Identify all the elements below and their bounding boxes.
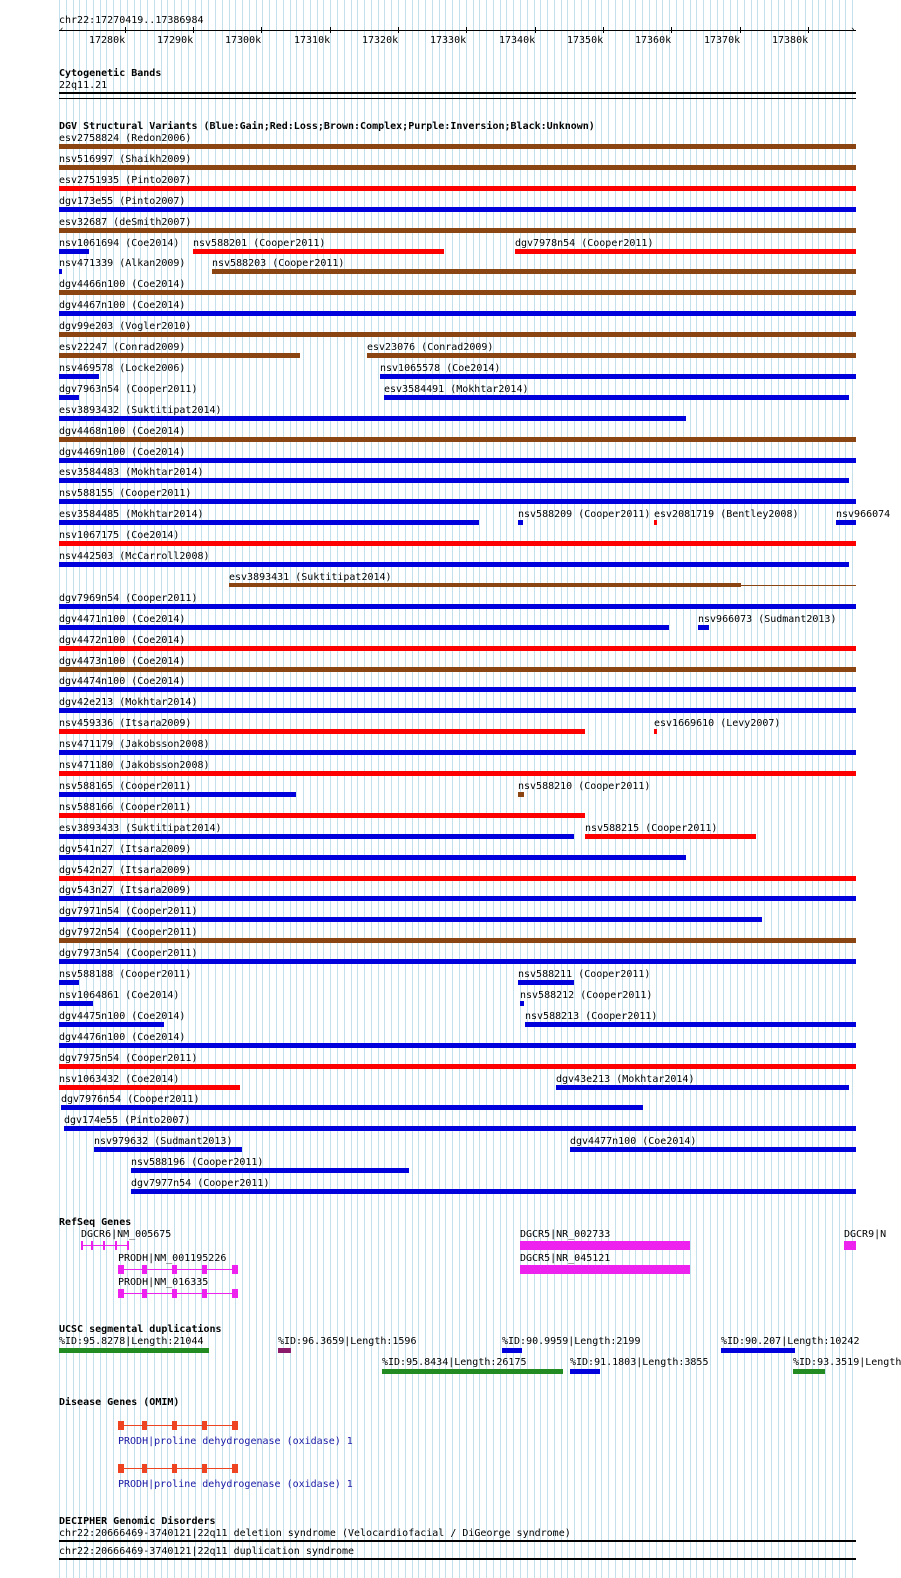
grid-line [493, 0, 494, 1578]
dgv-variant-bar[interactable] [59, 416, 686, 421]
dgv-variant-label[interactable]: nsv469578 (Locke2006) [59, 363, 186, 374]
dgv-variant-label[interactable]: esv3584483 (Mokhtar2014) [59, 467, 204, 478]
dgv-variant-bar[interactable] [59, 917, 762, 922]
refseq-exon[interactable] [142, 1289, 147, 1298]
refseq-exon[interactable] [115, 1241, 117, 1250]
grid-line [439, 0, 440, 1578]
dgv-variant-bar[interactable] [570, 1147, 856, 1152]
dgv-variant-bar[interactable] [59, 792, 296, 797]
dgv-variant-label[interactable]: dgv173e55 (Pinto2007) [59, 196, 186, 207]
dgv-variant-bar[interactable] [59, 144, 856, 149]
grid-line [215, 0, 216, 1578]
dgv-variant-label[interactable]: dgv7975n54 (Cooper2011) [59, 1053, 198, 1064]
ruler-tick-label: 17300k [225, 35, 262, 46]
ruler-tick [603, 27, 604, 33]
dgv-variant-bar[interactable] [212, 269, 856, 274]
dgv-variant-label[interactable]: nsv588155 (Cooper2011) [59, 488, 192, 499]
dgv-variant-bar[interactable] [59, 395, 79, 400]
dgv-variant-label[interactable]: dgv7978n54 (Cooper2011) [515, 238, 654, 249]
dgv-track-title[interactable]: DGV Structural Variants (Blue:Gain;Red:Loss;Brown:Complex;Purple:Inversion;Black:Unknown) [59, 121, 595, 132]
decipher-bar[interactable] [59, 1540, 856, 1542]
segdup-bar[interactable] [278, 1348, 291, 1353]
grid-line [669, 0, 670, 1578]
refseq-gene-label[interactable]: DGCR6|NM_005675 [81, 1229, 172, 1240]
cytoband-divider [59, 98, 856, 99]
grid-line [500, 0, 501, 1578]
dgv-variant-bar[interactable] [59, 1064, 856, 1069]
dgv-variant-label[interactable]: nsv966074 [836, 509, 891, 520]
segdup-bar[interactable] [59, 1348, 209, 1353]
dgv-variant-bar[interactable] [556, 1085, 849, 1090]
dgv-variant-label[interactable]: esv3893432 (Suktitipat2014) [59, 405, 222, 416]
dgv-variant-label[interactable]: dgv7963n54 (Cooper2011) [59, 384, 198, 395]
grid-line [656, 0, 657, 1578]
omim-exon[interactable] [202, 1464, 207, 1473]
dgv-variant-label[interactable]: dgv4472n100 (Coe2014) [59, 635, 186, 646]
dgv-variant-bar[interactable] [518, 520, 523, 525]
grid-line [466, 0, 467, 1578]
ruler-tick-label: 17280k [89, 35, 126, 46]
omim-exon[interactable] [172, 1421, 177, 1430]
omim-exon[interactable] [232, 1464, 238, 1473]
dgv-variant-bar[interactable] [229, 583, 741, 587]
refseq-gene-label[interactable]: PRODH|NM_001195226 [118, 1253, 227, 1264]
dgv-variant-label[interactable]: dgv4469n100 (Coe2014) [59, 447, 186, 458]
dgv-variant-label[interactable]: nsv588188 (Cooper2011) [59, 969, 192, 980]
dgv-variant-bar[interactable] [515, 249, 856, 254]
dgv-variant-bar[interactable] [59, 855, 686, 860]
grid-line [432, 0, 433, 1578]
dgv-variant-label[interactable]: dgv541n27 (Itsara2009) [59, 844, 192, 855]
refseq-gene-label[interactable]: DGCR5|NR_002733 [520, 1229, 611, 1240]
decipher-bar[interactable] [59, 1558, 856, 1560]
refseq-exon[interactable] [202, 1265, 207, 1274]
dgv-variant-label[interactable]: nsv588165 (Cooper2011) [59, 781, 192, 792]
cytoband-label: 22q11.21 [59, 80, 108, 91]
dgv-variant-bar[interactable] [380, 374, 856, 379]
ruler-tick [671, 27, 672, 33]
dgv-variant-bar[interactable] [59, 959, 856, 964]
refseq-track-title[interactable]: RefSeq Genes [59, 1217, 132, 1228]
grid-line [445, 0, 446, 1578]
dgv-variant-bar[interactable] [59, 353, 300, 358]
dgv-variant-bar[interactable] [59, 1001, 93, 1006]
refseq-exon[interactable] [670, 1241, 690, 1250]
dgv-variant-label[interactable]: dgv4473n100 (Coe2014) [59, 656, 186, 667]
dgv-variant-label[interactable]: esv3893433 (Suktitipat2014) [59, 823, 222, 834]
grid-line [459, 0, 460, 1578]
ruler-tick [466, 27, 467, 33]
refseq-exon[interactable] [103, 1241, 105, 1250]
dgv-variant-bar[interactable] [59, 1022, 164, 1027]
refseq-exon[interactable] [644, 1265, 649, 1274]
dgv-variant-label[interactable]: esv2758824 (Redon2006) [59, 133, 192, 144]
cytoband-bar[interactable] [59, 92, 856, 94]
grid-line [710, 0, 711, 1578]
grid-line [269, 0, 270, 1578]
dgv-variant-label[interactable]: nsv588210 (Cooper2011) [518, 781, 651, 792]
dgv-variant-label[interactable]: esv23076 (Conrad2009) [367, 342, 494, 353]
dgv-variant-label[interactable]: esv1669610 (Levy2007) [654, 718, 781, 729]
dgv-variant-bar[interactable] [59, 750, 856, 755]
segdup-label[interactable]: %ID:90.207|Length:10242 [721, 1336, 860, 1347]
dgv-variant-bar[interactable] [585, 834, 756, 839]
grid-line [486, 0, 487, 1578]
ruler-tick-label: 17290k [157, 35, 194, 46]
grid-line [662, 0, 663, 1578]
dgv-variant-label[interactable]: dgv4466n100 (Coe2014) [59, 279, 186, 290]
dgv-variant-bar[interactable] [59, 207, 856, 212]
dgv-variant-bar[interactable] [59, 332, 856, 337]
omim-exon[interactable] [118, 1464, 124, 1473]
omim-gene-line[interactable] [118, 1425, 238, 1426]
grid-line [696, 0, 697, 1578]
refseq-exon[interactable] [670, 1265, 690, 1274]
dgv-variant-label[interactable]: esv2081719 (Bentley2008) [654, 509, 799, 520]
dgv-variant-label[interactable]: nsv588212 (Cooper2011) [520, 990, 653, 1001]
dgv-variant-bar[interactable] [64, 1126, 856, 1131]
refseq-exon[interactable] [142, 1265, 147, 1274]
omim-gene-line[interactable] [118, 1468, 238, 1469]
dgv-variant-bar[interactable] [193, 249, 444, 254]
dgv-variant-label[interactable]: nsv1064861 (Coe2014) [59, 990, 180, 1001]
dgv-variant-bar[interactable] [59, 374, 99, 379]
omim-exon[interactable] [172, 1464, 177, 1473]
dgv-variant-bar[interactable] [59, 667, 856, 672]
ruler-position-label: chr22:17270419..17386984 [59, 15, 204, 26]
omim-gene-label[interactable]: PRODH|proline dehydrogenase (oxidase) 1 [118, 1436, 353, 1447]
dgv-variant-bar[interactable] [59, 228, 856, 233]
dgv-variant-label[interactable]: dgv4477n100 (Coe2014) [570, 1136, 697, 1147]
dgv-variant-label[interactable]: dgv7972n54 (Cooper2011) [59, 927, 198, 938]
dgv-variant-label[interactable]: nsv588196 (Cooper2011) [131, 1157, 264, 1168]
dgv-variant-bar[interactable] [59, 980, 79, 985]
dgv-variant-label[interactable]: dgv7976n54 (Cooper2011) [61, 1094, 200, 1105]
dgv-variant-label[interactable]: dgv4467n100 (Coe2014) [59, 300, 186, 311]
grid-line [229, 0, 230, 1578]
ruler-tick-label: 17360k [635, 35, 672, 46]
dgv-variant-bar[interactable] [384, 395, 849, 400]
refseq-exon[interactable] [118, 1265, 124, 1274]
grid-line [208, 0, 209, 1578]
segdup-label[interactable]: %ID:93.3519|Length [793, 1357, 901, 1368]
ruler-tick-label: 17350k [567, 35, 604, 46]
dgv-variant-label[interactable]: dgv4471n100 (Coe2014) [59, 614, 186, 625]
omim-exon[interactable] [142, 1421, 147, 1430]
refseq-exon[interactable] [232, 1265, 238, 1274]
dgv-variant-label[interactable]: nsv516997 (Shaikh2009) [59, 154, 192, 165]
omim-exon[interactable] [202, 1421, 207, 1430]
dgv-variant-label[interactable]: nsv1061694 (Coe2014) [59, 238, 180, 249]
dgv-variant-label[interactable]: nsv442503 (McCarroll2008) [59, 551, 210, 562]
refseq-gene-label[interactable]: PRODH|NM_016335 [118, 1277, 209, 1288]
dgv-variant-label[interactable]: esv3893431 (Suktitipat2014) [229, 572, 392, 583]
refseq-gene-line[interactable] [81, 1245, 129, 1246]
dgv-variant-bar[interactable] [59, 1043, 856, 1048]
omim-exon[interactable] [142, 1464, 147, 1473]
dgv-variant-bar[interactable] [59, 562, 849, 567]
dgv-variant-bar[interactable] [518, 980, 574, 985]
cytoband-track-title[interactable]: Cytogenetic Bands [59, 68, 162, 79]
omim-track-title[interactable]: Disease Genes (OMIM) [59, 1397, 180, 1408]
segdup-label[interactable]: %ID:96.3659|Length:1596 [278, 1336, 417, 1347]
dgv-variant-bar[interactable] [59, 938, 856, 943]
dgv-variant-label[interactable]: dgv43e213 (Mokhtar2014) [556, 1074, 695, 1085]
dgv-variant-bar[interactable] [59, 311, 856, 316]
dgv-variant-bar[interactable] [520, 1001, 524, 1006]
dgv-variant-label[interactable]: dgv7973n54 (Cooper2011) [59, 948, 198, 959]
refseq-gene-label[interactable]: DGCR9|N [844, 1229, 887, 1240]
dgv-variant-label[interactable]: dgv4476n100 (Coe2014) [59, 1032, 186, 1043]
grid-line [690, 0, 691, 1578]
refseq-gene-line[interactable] [118, 1269, 238, 1270]
grid-line [473, 0, 474, 1578]
grid-line [683, 0, 684, 1578]
refseq-exon[interactable] [81, 1241, 83, 1250]
ruler-right-arrow-icon: › [850, 25, 856, 35]
refseq-exon[interactable] [91, 1241, 93, 1250]
ruler-tick-label: 17320k [362, 35, 399, 46]
segdup-bar[interactable] [721, 1348, 795, 1353]
dgv-variant-label[interactable]: nsv588211 (Cooper2011) [518, 969, 651, 980]
dgv-variant-bar[interactable] [59, 458, 856, 463]
dgv-variant-label[interactable]: nsv471179 (Jakobsson2008) [59, 739, 210, 750]
refseq-exon[interactable] [659, 1241, 666, 1250]
decipher-track-title[interactable]: DECIPHER Genomic Disorders [59, 1516, 216, 1527]
dgv-variant-bar[interactable] [59, 876, 856, 881]
dgv-variant-bar[interactable] [131, 1168, 409, 1173]
dgv-variant-label[interactable]: nsv588203 (Cooper2011) [212, 258, 345, 269]
grid-line [425, 0, 426, 1578]
refseq-exon[interactable] [118, 1289, 124, 1298]
dgv-variant-bar[interactable] [59, 604, 856, 609]
ruler-tick [330, 27, 331, 33]
dgv-variant-bar[interactable] [367, 353, 856, 358]
refseq-exon[interactable] [172, 1265, 177, 1274]
refseq-exon[interactable] [644, 1241, 649, 1250]
dgv-variant-bar[interactable] [59, 165, 856, 170]
decipher-label[interactable]: chr22:20666469-3740121|22q11 duplication syndrome [59, 1546, 355, 1557]
grid-line [249, 0, 250, 1578]
grid-line [452, 0, 453, 1578]
dgv-variant-bar[interactable] [59, 1085, 240, 1090]
omim-gene-label[interactable]: PRODH|proline dehydrogenase (oxidase) 1 [118, 1479, 353, 1490]
dgv-variant-label[interactable]: dgv99e203 (Vogler2010) [59, 321, 192, 332]
dgv-variant-label[interactable]: dgv4468n100 (Coe2014) [59, 426, 186, 437]
grid-line [479, 0, 480, 1578]
dgv-variant-bar[interactable] [61, 1105, 643, 1110]
dgv-variant-label[interactable]: nsv471339 (Alkan2009) [59, 258, 186, 269]
dgv-variant-bar[interactable] [131, 1189, 856, 1194]
grid-line [703, 0, 704, 1578]
dgv-variant-label[interactable]: dgv4475n100 (Coe2014) [59, 1011, 186, 1022]
dgv-variant-label[interactable]: nsv966073 (Sudmant2013) [698, 614, 837, 625]
dgv-variant-bar[interactable] [518, 792, 524, 797]
grid-line [222, 0, 223, 1578]
ruler-tick [125, 27, 126, 33]
dgv-variant-bar[interactable] [836, 520, 856, 525]
dgv-variant-bar[interactable] [59, 729, 585, 734]
grid-line [242, 0, 243, 1578]
refseq-exon[interactable] [202, 1289, 207, 1298]
refseq-exon[interactable] [172, 1289, 177, 1298]
dgv-variant-bar[interactable] [59, 499, 856, 504]
segdup-label[interactable]: %ID:91.1803|Length:3855 [570, 1357, 709, 1368]
dgv-variant-bar[interactable] [94, 1147, 242, 1152]
dgv-variant-label[interactable]: nsv979632 (Sudmant2013) [94, 1136, 233, 1147]
segdup-track-title[interactable]: UCSC segmental duplications [59, 1324, 222, 1335]
grid-line [676, 0, 677, 1578]
dgv-variant-bar[interactable] [59, 269, 62, 274]
ruler-tick-label: 17330k [430, 35, 467, 46]
ruler-left-arrow-icon: ‹ [59, 25, 65, 35]
dgv-variant-label[interactable]: esv3584485 (Mokhtar2014) [59, 509, 204, 520]
dgv-variant-label[interactable]: esv3584491 (Mokhtar2014) [384, 384, 529, 395]
dgv-variant-bar[interactable] [59, 687, 856, 692]
refseq-exon[interactable] [844, 1241, 856, 1250]
segdup-bar[interactable] [793, 1369, 825, 1374]
dgv-variant-bar[interactable] [59, 834, 574, 839]
ruler-tick-label: 17370k [704, 35, 741, 46]
dgv-variant-label[interactable]: esv2751935 (Pinto2007) [59, 175, 192, 186]
grid-line [235, 0, 236, 1578]
dgv-variant-bar[interactable] [59, 186, 856, 191]
dgv-variant-bar[interactable] [59, 520, 479, 525]
segdup-bar[interactable] [570, 1369, 600, 1374]
refseq-gene-line[interactable] [118, 1293, 238, 1294]
dgv-variant-bar[interactable] [698, 625, 709, 630]
dgv-variant-label[interactable]: nsv1065578 (Coe2014) [380, 363, 501, 374]
ruler-tick [535, 27, 536, 33]
dgv-variant-bar[interactable] [59, 771, 856, 776]
refseq-exon[interactable] [659, 1265, 666, 1274]
dgv-variant-bar[interactable] [59, 708, 856, 713]
dgv-variant-bar[interactable] [59, 437, 856, 442]
dgv-variant-label[interactable]: nsv1067175 (Coe2014) [59, 530, 180, 541]
dgv-variant-label[interactable]: dgv42e213 (Mokhtar2014) [59, 697, 198, 708]
dgv-variant-label[interactable]: dgv7977n54 (Cooper2011) [131, 1178, 270, 1189]
dgv-variant-label[interactable]: nsv588209 (Cooper2011) [518, 509, 651, 520]
decipher-label[interactable]: chr22:20666469-3740121|22q11 deletion syndrome (Velocardiofacial / DiGeorge syndrome) [59, 1528, 571, 1539]
ruler-tick [808, 27, 809, 33]
segdup-label[interactable]: %ID:95.8278|Length:21044 [59, 1336, 204, 1347]
dgv-variant-bar[interactable] [59, 249, 89, 254]
dgv-variant-bar[interactable] [59, 478, 849, 483]
dgv-variant-label[interactable]: dgv4474n100 (Coe2014) [59, 676, 186, 687]
ruler-tick-label: 17340k [499, 35, 536, 46]
dgv-variant-label[interactable]: nsv588166 (Cooper2011) [59, 802, 192, 813]
omim-exon[interactable] [118, 1421, 124, 1430]
dgv-variant-label[interactable]: nsv471180 (Jakobsson2008) [59, 760, 210, 771]
dgv-variant-bar[interactable] [654, 729, 657, 734]
dgv-variant-label[interactable]: nsv459336 (Itsara2009) [59, 718, 192, 729]
segdup-bar[interactable] [502, 1348, 522, 1353]
dgv-variant-extension[interactable] [741, 585, 856, 586]
segdup-bar[interactable] [382, 1369, 563, 1374]
segdup-label[interactable]: %ID:95.8434|Length:26175 [382, 1357, 527, 1368]
omim-exon[interactable] [232, 1421, 238, 1430]
dgv-variant-bar[interactable] [59, 896, 856, 901]
dgv-variant-bar[interactable] [59, 646, 856, 651]
dgv-variant-label[interactable]: nsv588213 (Cooper2011) [525, 1011, 658, 1022]
dgv-variant-label[interactable]: esv22247 (Conrad2009) [59, 342, 186, 353]
ruler-tick [398, 27, 399, 33]
dgv-variant-label[interactable]: dgv174e55 (Pinto2007) [64, 1115, 191, 1126]
dgv-variant-label[interactable]: dgv7969n54 (Cooper2011) [59, 593, 198, 604]
grid-line [717, 0, 718, 1578]
dgv-variant-label[interactable]: nsv588215 (Cooper2011) [585, 823, 718, 834]
grid-line [276, 0, 277, 1578]
dgv-variant-bar[interactable] [59, 290, 856, 295]
dgv-variant-bar[interactable] [59, 541, 856, 546]
grid-line [418, 0, 419, 1578]
ruler-tick-label: 17380k [772, 35, 809, 46]
dgv-variant-label[interactable]: dgv7971n54 (Cooper2011) [59, 906, 198, 917]
refseq-exon[interactable] [232, 1289, 238, 1298]
refseq-gene-label[interactable]: DGCR5|NR_045121 [520, 1253, 611, 1264]
dgv-variant-label[interactable]: dgv542n27 (Itsara2009) [59, 865, 192, 876]
dgv-variant-label[interactable]: nsv588201 (Cooper2011) [193, 238, 326, 249]
dgv-variant-bar[interactable] [654, 520, 657, 525]
dgv-variant-label[interactable]: dgv543n27 (Itsara2009) [59, 885, 192, 896]
dgv-variant-bar[interactable] [525, 1022, 856, 1027]
dgv-variant-label[interactable]: esv32687 (deSmith2007) [59, 217, 192, 228]
ruler-tick [740, 27, 741, 33]
refseq-exon[interactable] [127, 1241, 129, 1250]
dgv-variant-label[interactable]: nsv1063432 (Coe2014) [59, 1074, 180, 1085]
dgv-variant-bar[interactable] [59, 625, 669, 630]
ruler-tick [193, 27, 194, 33]
ruler-tick-label: 17310k [294, 35, 331, 46]
grid-line [262, 0, 263, 1578]
segdup-label[interactable]: %ID:90.9959|Length:2199 [502, 1336, 641, 1347]
grid-line [256, 0, 257, 1578]
dgv-variant-bar[interactable] [59, 813, 585, 818]
ruler-tick [261, 27, 262, 33]
